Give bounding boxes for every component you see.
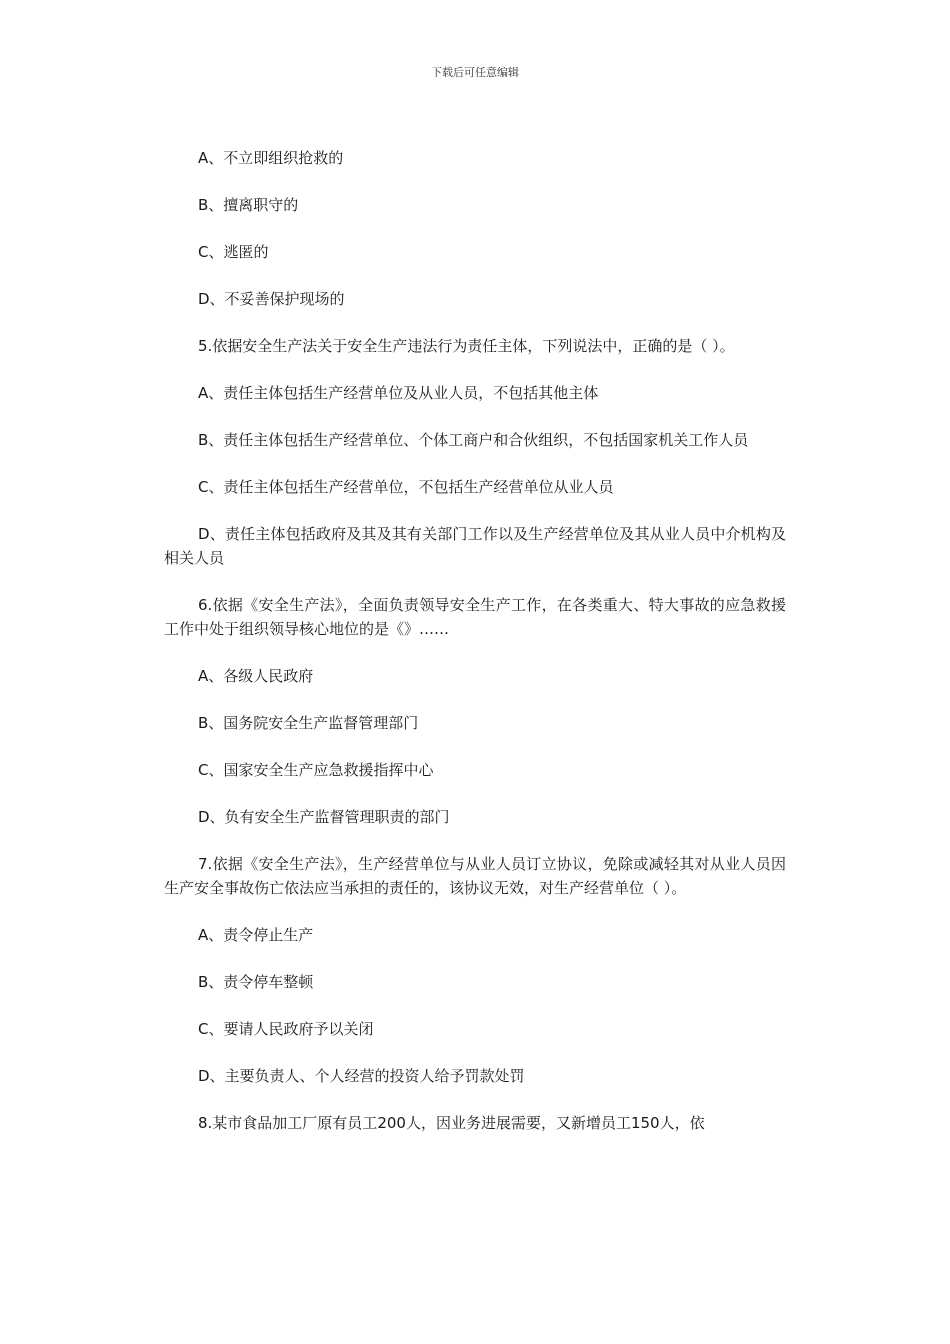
- option-c-q6: C、国家安全生产应急救援指挥中心: [198, 761, 434, 779]
- option-b-q6: B、国务院安全生产监督管理部门: [198, 714, 419, 732]
- document-body: [164, 146, 786, 1158]
- option-a-q6: A、各级人民政府: [198, 667, 314, 685]
- option-b-q5: B、责任主体包括生产经营单位、个体工商户和合伙组织，不包括国家机关工作人员: [198, 431, 749, 449]
- option-c-q5: C、责任主体包括生产经营单位，不包括生产经营单位从业人员: [198, 478, 614, 496]
- option-d-q7: D、主要负责人、个人经营的投资人给予罚款处罚: [198, 1067, 525, 1085]
- question-7: 7.依据《安全生产法》，生产经营单位与从业人员订立协议，免除或减轻其对从业人员因生产安全事故伤亡依法应当承担的责任的，该协议无效，对生产经营单位（ ）。: [164, 855, 786, 897]
- question-5: 5.依据安全生产法关于安全生产违法行为责任主体，下列说法中，正确的是（ ）。: [198, 337, 735, 355]
- option-d-q4: D、不妥善保护现场的: [198, 290, 345, 308]
- page-header-note: 下载后可任意编辑: [431, 66, 519, 79]
- question-8: 8.某市食品加工厂原有员工200人，因业务进展需要，又新增员工150人，依: [198, 1114, 705, 1132]
- option-a-q7: A、责令停止生产: [198, 926, 314, 944]
- option-c-q4: C、逃匿的: [198, 243, 269, 261]
- option-b-q7: B、责令停车整顿: [198, 973, 314, 991]
- option-a-q5: A、责任主体包括生产经营单位及从业人员，不包括其他主体: [198, 384, 599, 402]
- option-d-q5: D、责任主体包括政府及其及其有关部门工作以及生产经营单位及其从业人员中介机构及相关人员: [164, 525, 786, 567]
- option-d-q6: D、负有安全生产监督管理职责的部门: [198, 808, 450, 826]
- option-c-q7: C、要请人民政府予以关闭: [198, 1020, 374, 1038]
- question-6: 6.依据《安全生产法》，全面负责领导安全生产工作，在各类重大、特大事故的应急救援工作中处于组织领导核心地位的是《》……: [164, 596, 786, 638]
- option-b-q4: B、擅离职守的: [198, 196, 299, 214]
- option-a-q4: A、不立即组织抢救的: [198, 149, 344, 167]
